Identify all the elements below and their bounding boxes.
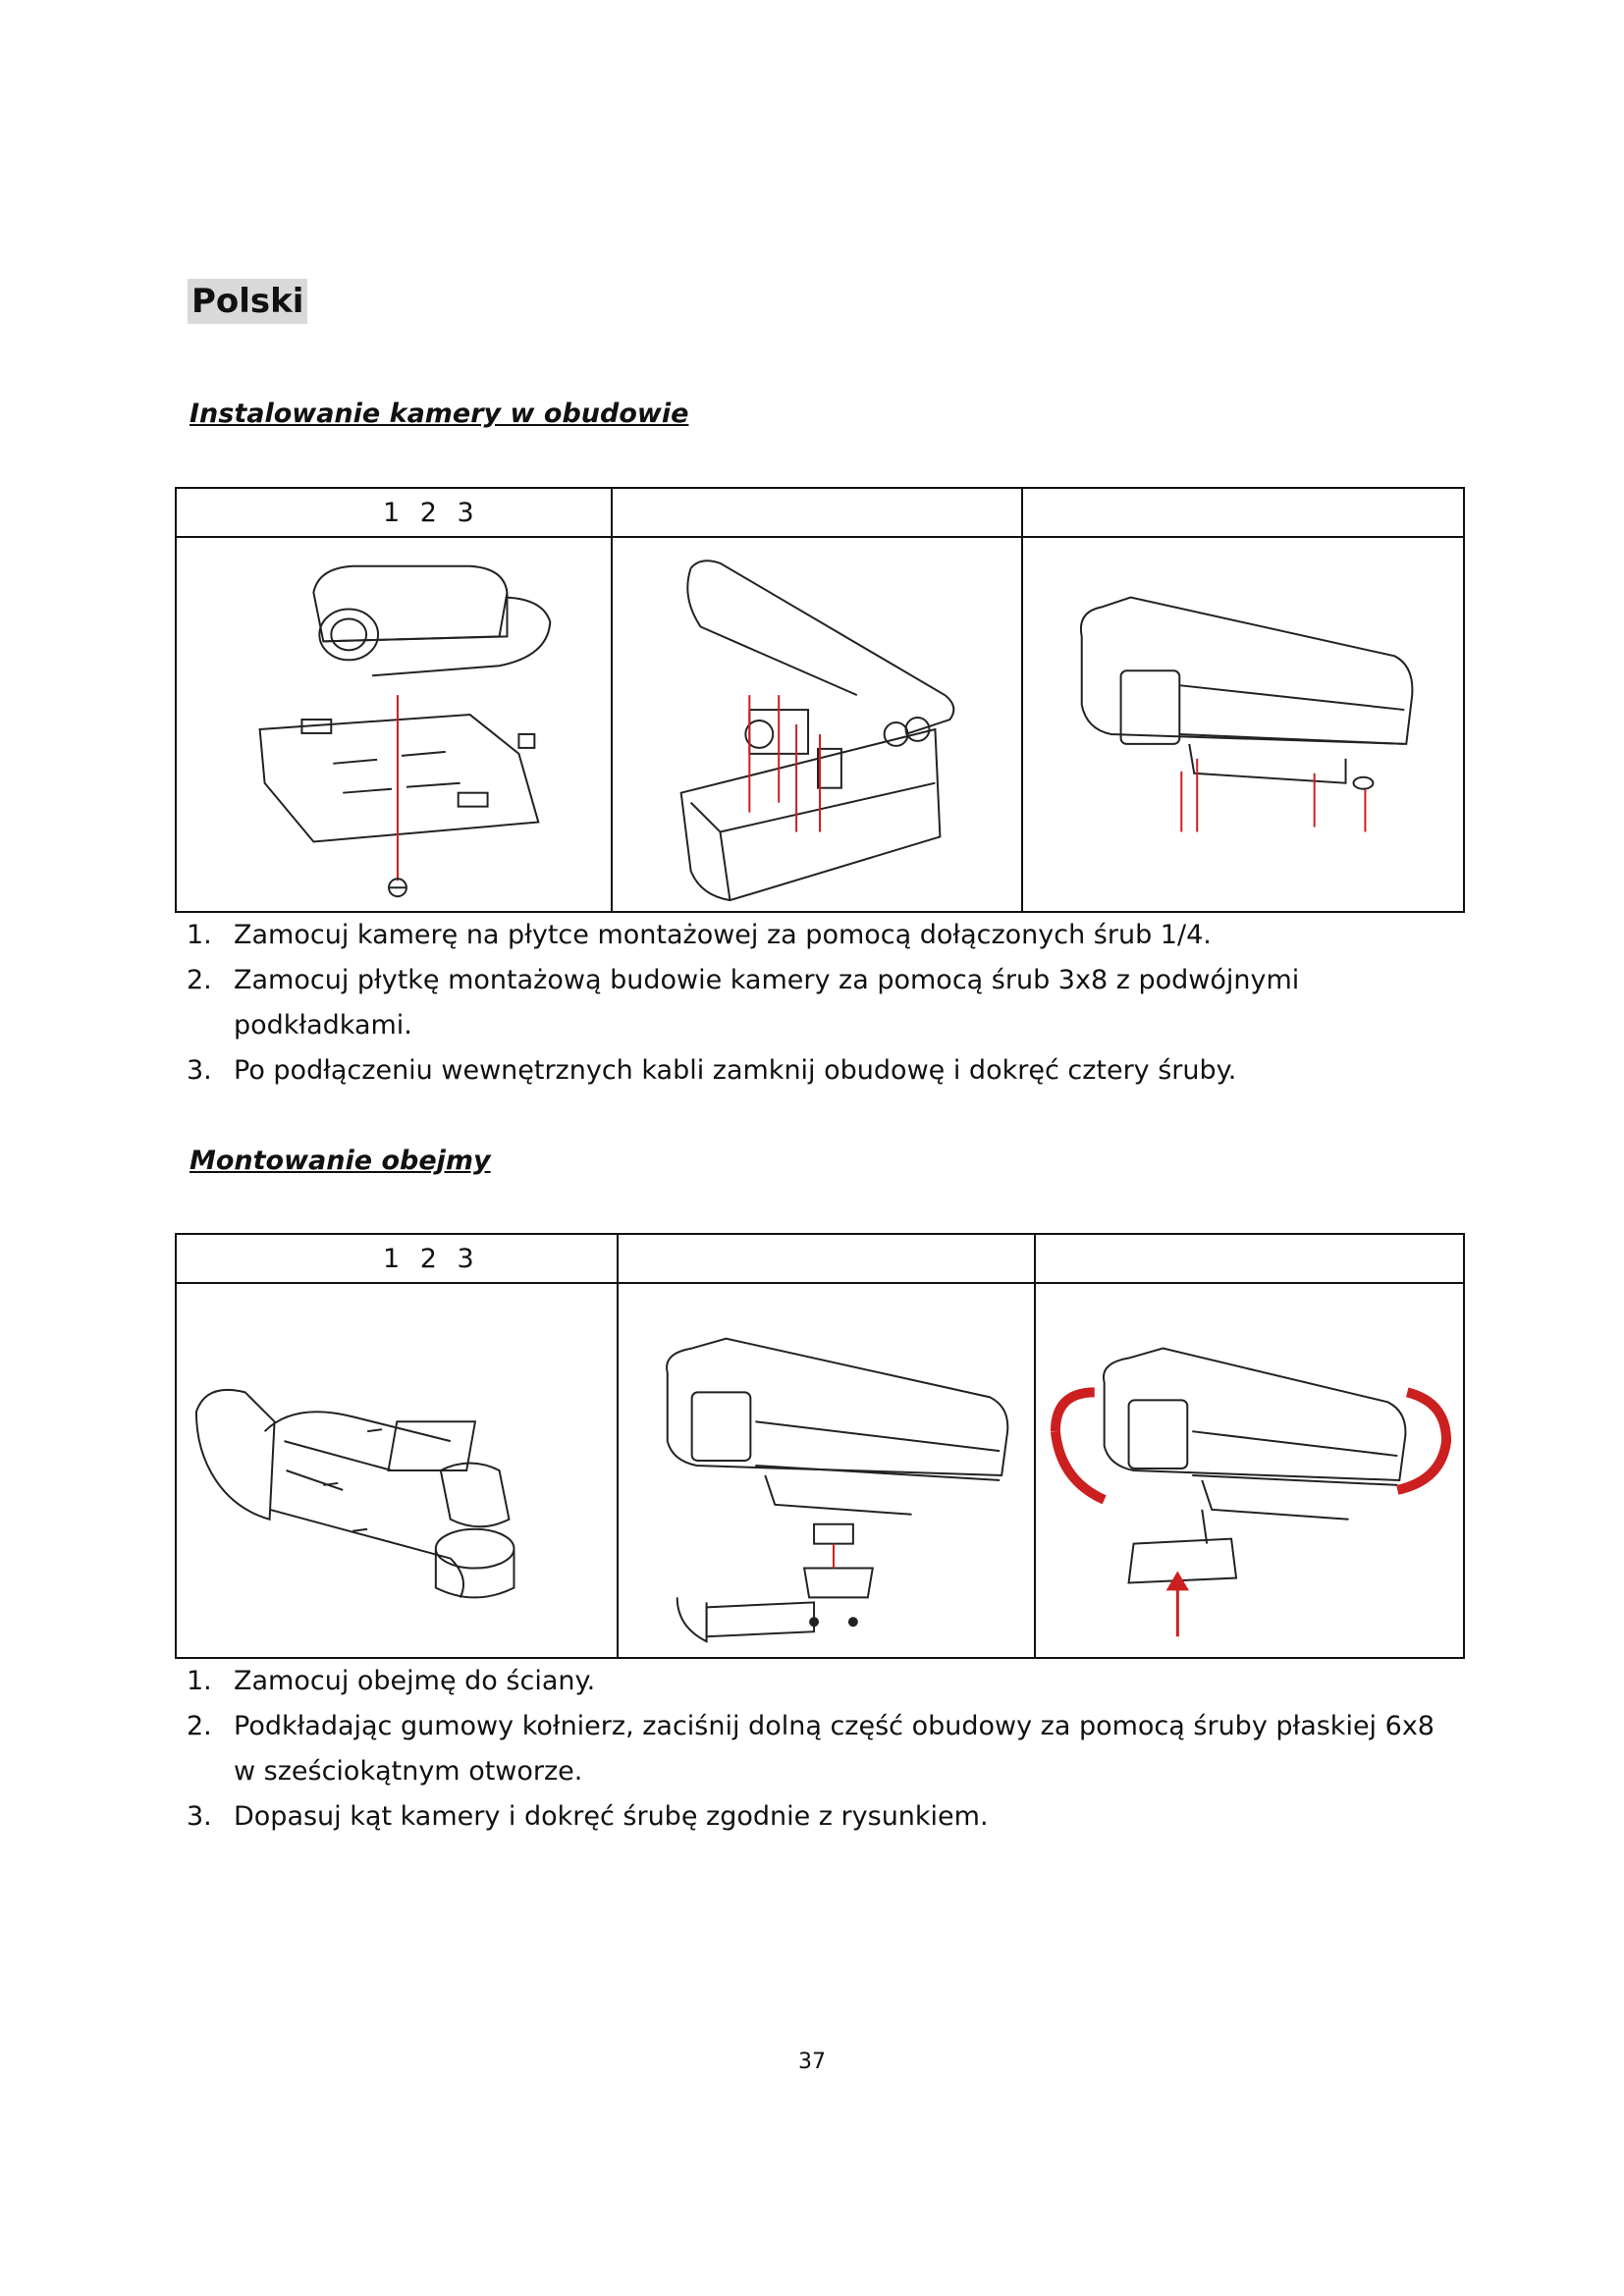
list-item: 2. Podkładając gumowy kołnierz, zaciśnij dolną część obudowy za pomocą śruby płaskiej 6x8 w sześciokątnym otworze.	[187, 1711, 1435, 1787]
housing-steps-table	[175, 487, 1465, 913]
page-number: 37	[798, 2050, 826, 2074]
empty-header-cell	[612, 488, 1022, 537]
bracket-attach-figure	[618, 1283, 1035, 1658]
section-title-bracket: Montowanie obejmy	[189, 1146, 491, 1176]
empty-header-cell	[1035, 1234, 1464, 1283]
list-item: 2. Zamocuj płytkę montażową budowie kamery za pomocą śrub 3x8 z podwójnymi podkładkami.	[187, 965, 1300, 1041]
bracket-steps-list	[187, 1659, 1453, 1840]
camera-mount-plate-figure	[176, 537, 612, 912]
housing-closed-figure	[1022, 537, 1464, 912]
list-item: 3. Dopasuj kąt kamery i dokręć śrubę zgodnie z rysunkiem.	[187, 1801, 989, 1832]
empty-header-cell	[618, 1234, 1035, 1283]
step-numbers: 1 2 3	[176, 1234, 618, 1283]
language-heading: Polski	[188, 279, 307, 324]
housing-open-figure	[612, 537, 1022, 912]
step-numbers: 1 2 3	[176, 488, 612, 537]
list-item: 1. Zamocuj kamerę na płytce montażowej za pomocą dołączonych śrub 1/4.	[187, 920, 1212, 950]
wall-bracket-figure	[176, 1283, 618, 1658]
section-title-housing: Instalowanie kamery w obudowie	[189, 399, 689, 429]
adjust-angle-figure	[1035, 1283, 1464, 1658]
list-item: 1. Zamocuj obejmę do ściany.	[187, 1666, 596, 1696]
bracket-steps-table	[175, 1233, 1465, 1659]
housing-steps-list	[187, 913, 1453, 1094]
empty-header-cell	[1022, 488, 1464, 537]
list-item: 3. Po podłączeniu wewnętrznych kabli zamknij obudowę i dokręć cztery śruby.	[187, 1055, 1237, 1086]
